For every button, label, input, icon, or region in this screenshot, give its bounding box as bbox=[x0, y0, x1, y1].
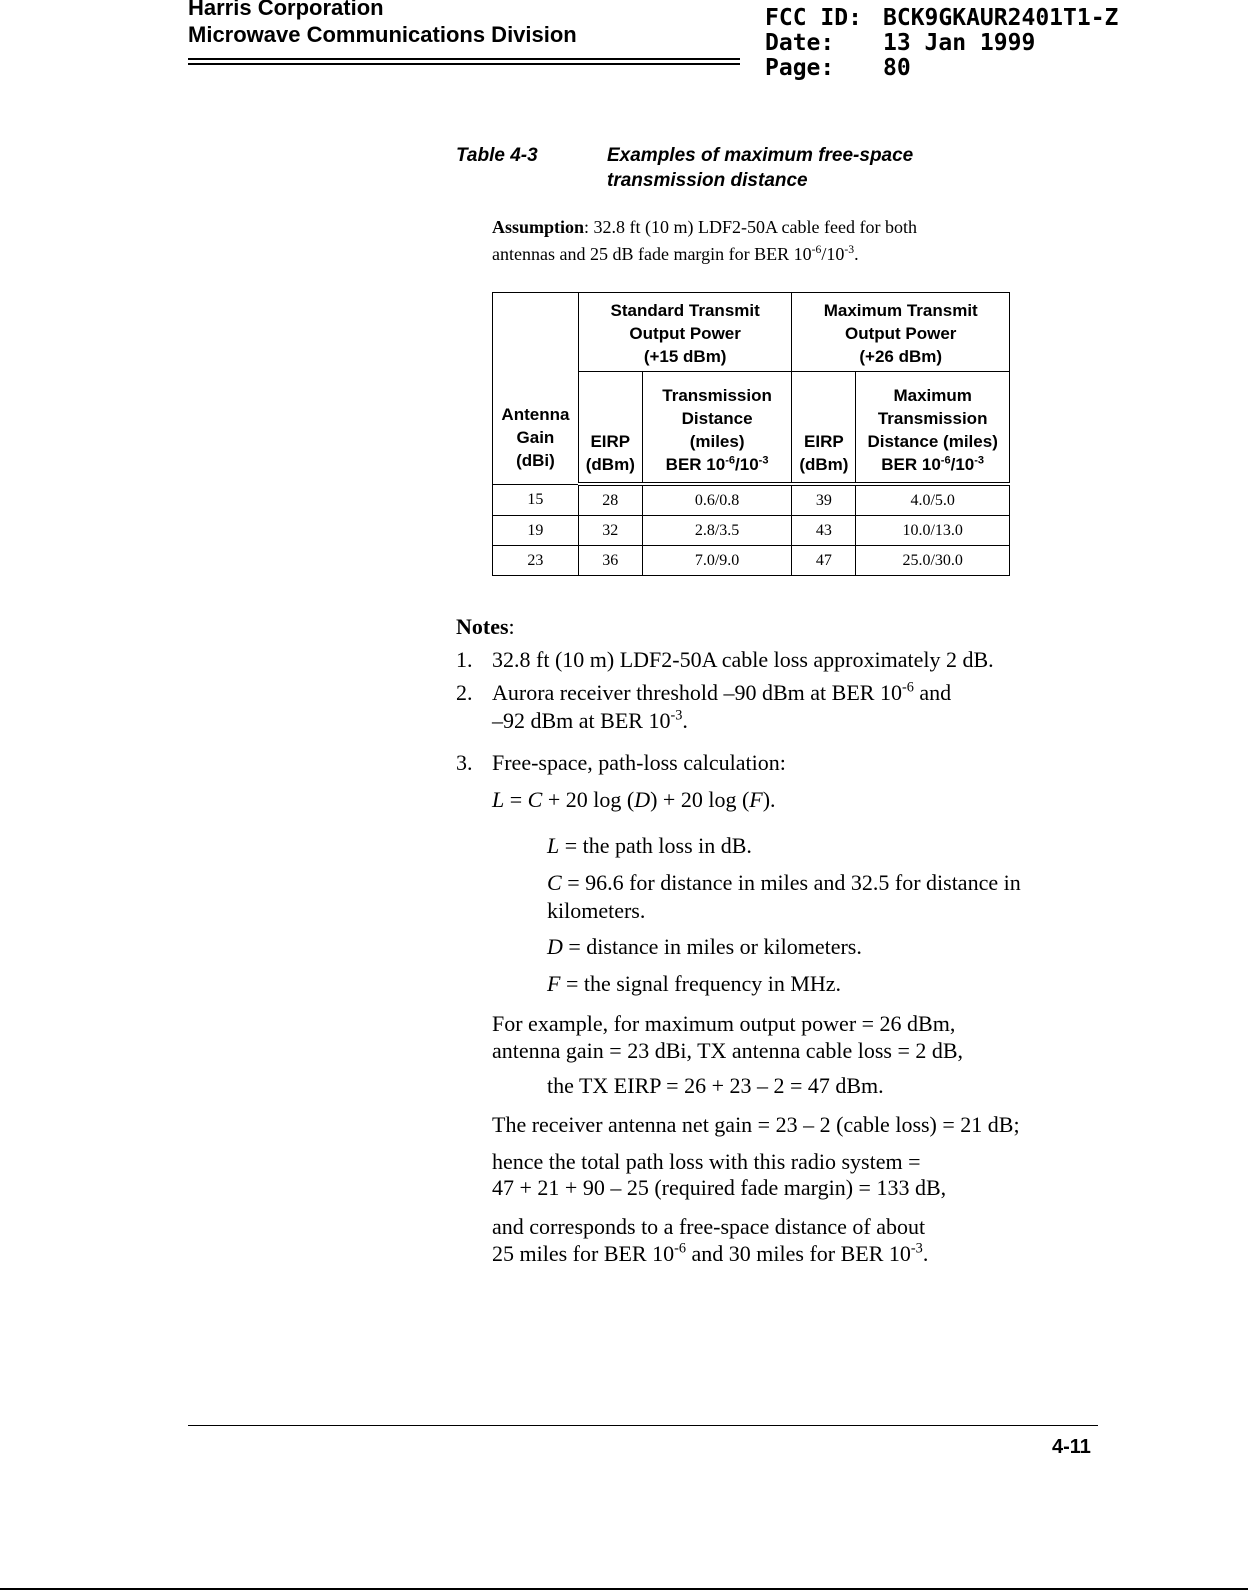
page-number: 4-11 bbox=[1052, 1436, 1091, 1458]
example-line-6: 47 + 21 + 90 – 25 (required fade margin) = 133 dB, bbox=[492, 1175, 947, 1200]
example-line-3: the TX EIRP = 26 + 23 – 2 = 47 dBm. bbox=[547, 1073, 884, 1098]
cell-eirp-max: 43 bbox=[792, 516, 856, 546]
table-title-line1: Examples of maximum free-space bbox=[607, 145, 914, 166]
company-name: Harris Corporation bbox=[188, 0, 384, 20]
cell-dist-std: 2.8/3.5 bbox=[642, 516, 792, 546]
fcc-id-label: FCC ID: bbox=[765, 5, 862, 31]
definition-L: L = the path loss in dB. bbox=[547, 833, 752, 858]
note-3-number: 3. bbox=[456, 750, 473, 775]
example-line-1: For example, for maximum output power = 26 dBm, bbox=[492, 1011, 956, 1036]
definition-C: C = 96.6 for distance in miles and 32.5 for distance in bbox=[547, 870, 1021, 895]
example-line-4: The receiver antenna net gain = 23 – 2 (cable loss) = 21 dB; bbox=[492, 1112, 1020, 1137]
cell-eirp-max: 47 bbox=[792, 546, 856, 576]
division-name: Microwave Communications Division bbox=[188, 22, 577, 47]
std-distance-header: Transmission Distance (miles) BER $10^{-6}/10^{-3}$ bbox=[642, 372, 792, 485]
max-distance-header: Maximum Transmission Distance (miles) BER $10^{-6}/10^{-3}$ bbox=[856, 372, 1010, 485]
path-loss-formula: L = C + 20 log (D) + 20 log (F). bbox=[492, 787, 776, 812]
assumption-text: Assumption: 32.8 ft (10 m) LDF2-50A cable feed for both antennas and 25 dB fade margin for BER $10^{-6}/10^{-3}$. bbox=[492, 217, 917, 264]
note-2-number: 2. bbox=[456, 680, 473, 705]
eirp-max-header: EIRP (dBm) bbox=[792, 372, 856, 485]
footer-rule bbox=[188, 1425, 1098, 1426]
bottom-edge-rule bbox=[0, 1588, 1248, 1590]
table-number: Table 4-3 bbox=[456, 145, 538, 166]
example-line-8: 25 miles for BER $10^{-6}$ and 30 miles for BER $10^{-3}$. bbox=[492, 1240, 929, 1266]
cell-eirp-std: 28 bbox=[578, 484, 642, 516]
cell-dist-max: 10.0/13.0 bbox=[856, 516, 1010, 546]
cell-gain: 15 bbox=[493, 484, 579, 516]
cell-dist-max: 25.0/30.0 bbox=[856, 546, 1010, 576]
antenna-gain-header: Antenna Gain (dBi) bbox=[493, 293, 579, 485]
definition-F: F = the signal frequency in MHz. bbox=[547, 971, 842, 996]
cell-dist-max: 4.0/5.0 bbox=[856, 484, 1010, 516]
note-2-line2: –92 dBm at BER $10^{-3}$. bbox=[492, 707, 688, 733]
definition-D: D = distance in miles or kilometers. bbox=[547, 934, 862, 959]
page-value: 80 bbox=[883, 55, 911, 81]
date-label: Date: bbox=[765, 30, 835, 56]
cell-dist-std: 0.6/0.8 bbox=[642, 484, 792, 516]
header-rule-2 bbox=[188, 63, 740, 65]
date-value: 13 Jan 1999 bbox=[883, 30, 1036, 56]
max-power-group-header: Maximum Transmit Output Power (+26 dBm) bbox=[792, 293, 1010, 372]
notes-heading: Notes: bbox=[456, 614, 515, 639]
header-company-block bbox=[188, 0, 577, 48]
std-power-group-header: Standard Transmit Output Power (+15 dBm) bbox=[578, 293, 792, 372]
example-line-2: antenna gain = 23 dBi, TX antenna cable loss = 2 dB, bbox=[492, 1038, 964, 1063]
table-row bbox=[493, 484, 1010, 516]
table-title-line2: transmission distance bbox=[607, 170, 808, 191]
example-line-5: hence the total path loss with this radio system = bbox=[492, 1149, 921, 1174]
table-row bbox=[493, 546, 1010, 576]
cell-dist-std: 7.0/9.0 bbox=[642, 546, 792, 576]
table-row bbox=[493, 516, 1010, 546]
table-group-header-row bbox=[493, 293, 1010, 372]
note-1-number: 1. bbox=[456, 647, 473, 672]
eirp-std-header: EIRP (dBm) bbox=[578, 372, 642, 485]
fcc-id-value: BCK9GKAUR2401T1-Z bbox=[883, 5, 1119, 31]
cell-gain: 19 bbox=[493, 516, 579, 546]
cell-eirp-std: 32 bbox=[578, 516, 642, 546]
header-rule bbox=[188, 58, 740, 60]
note-3-text: Free-space, path-loss calculation: bbox=[492, 750, 786, 775]
cell-gain: 23 bbox=[493, 546, 579, 576]
note-1-text: 32.8 ft (10 m) LDF2-50A cable loss approximately 2 dB. bbox=[492, 647, 994, 672]
note-2-line1: Aurora receiver threshold –90 dBm at BER $10^{-6}$ and bbox=[492, 679, 952, 705]
page-label: Page: bbox=[765, 55, 835, 81]
transmission-distance-table bbox=[492, 292, 1010, 576]
cell-eirp-std: 36 bbox=[578, 546, 642, 576]
cell-eirp-max: 39 bbox=[792, 484, 856, 516]
table-title bbox=[607, 143, 913, 193]
assumption-label: Assumption bbox=[492, 217, 585, 237]
example-line-7: and corresponds to a free-space distance of about bbox=[492, 1214, 926, 1239]
definition-C-continued: kilometers. bbox=[547, 898, 646, 923]
